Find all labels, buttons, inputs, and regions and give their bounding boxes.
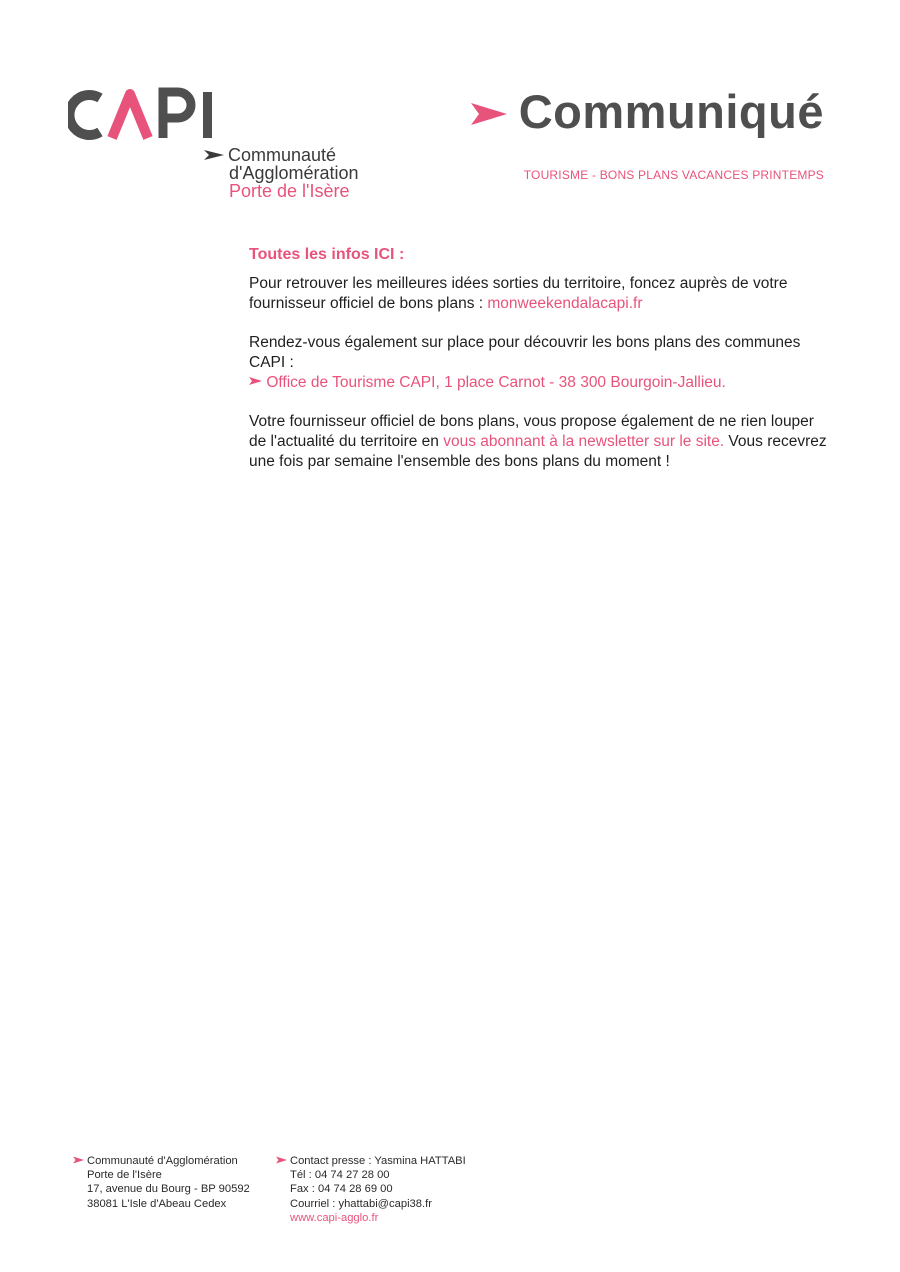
chevron-right-icon (249, 376, 262, 386)
logo-subtitle-line1: Communauté (228, 145, 337, 165)
logo-subtitle-line2: d'Agglomération (229, 163, 359, 183)
chevron-right-icon (471, 101, 507, 127)
page-title: Communiqué (518, 85, 824, 138)
press-release-body (249, 245, 829, 491)
capi-logo (68, 86, 359, 206)
paragraph-3-text-b: Vous recevrez une fois par semaine l'ensemble des bons plans du moment ! (249, 433, 827, 470)
footer-city: 38081 L'Isle d'Abeau Cedex (87, 1197, 227, 1210)
logo-subtitle (204, 146, 359, 200)
footer-website-link[interactable]: www.capi-agglo.fr (290, 1211, 379, 1224)
logo-subtitle-line3: Porte de l'Isère (229, 181, 350, 201)
subject-line: TOURISME - BONS PLANS VACANCES PRINTEMPS (523, 168, 824, 182)
communique-header (471, 84, 824, 139)
paragraph-1-text: Pour retrouver les meilleures idées sorties du territoire, foncez auprès de votre fournisseur officiel de bons plans : (249, 275, 788, 312)
footer-email[interactable]: Courriel : yhattabi@capi38.fr (290, 1197, 432, 1210)
chevron-right-icon (73, 1156, 84, 1164)
footer-fax: Fax : 04 74 28 69 00 (290, 1183, 393, 1196)
footer-press-contact: Contact presse : Yasmina HATTABI (290, 1155, 466, 1167)
paragraph-2 (249, 333, 829, 393)
chevron-right-icon (276, 1156, 287, 1164)
footer-org-name: Communauté d'Agglomération (87, 1155, 238, 1167)
section-heading: Toutes les infos ICI : (249, 246, 405, 263)
chevron-right-icon (204, 149, 224, 161)
tourism-office-address (249, 373, 829, 393)
newsletter-link[interactable]: vous abonnant à la newsletter sur le site. (443, 433, 725, 450)
address-text: Office de Tourisme CAPI, 1 place Carnot - 38 300 Bourgoin-Jallieu. (266, 374, 726, 391)
paragraph-3-text-a: Votre fournisseur officiel de bons plans, vous propose également de ne rien louper de l'actualité du territoire en (249, 413, 814, 450)
footer-org-name-2: Porte de l'Isère (87, 1169, 162, 1182)
paragraph-2-text: Rendez-vous également sur place pour découvrir les bons plans des communes CAPI : (249, 334, 801, 371)
paragraph-3 (249, 412, 829, 472)
website-link[interactable]: monweekendalacapi.fr (487, 295, 643, 312)
footer-phone: Tél : 04 74 27 28 00 (290, 1169, 390, 1182)
footer-contact (276, 1154, 466, 1225)
footer-street: 17, avenue du Bourg - BP 90592 (87, 1183, 250, 1196)
capi-wordmark-icon (68, 86, 228, 142)
footer-address (73, 1154, 250, 1211)
paragraph-1 (249, 274, 829, 314)
